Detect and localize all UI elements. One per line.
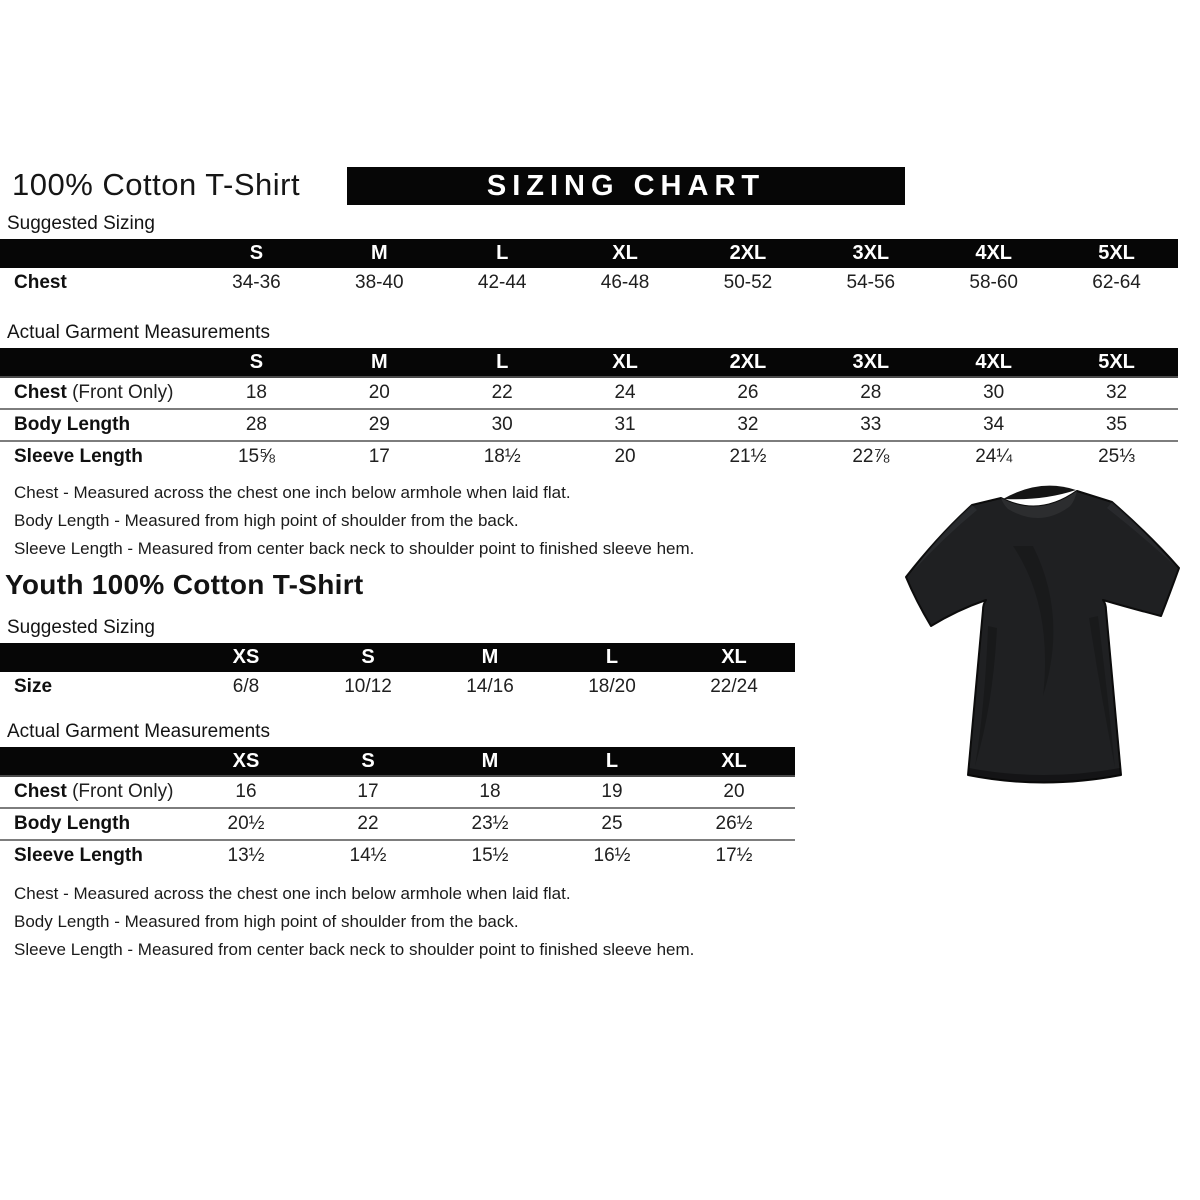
adult-actual-label: Actual Garment Measurements <box>7 322 270 343</box>
header-corner-cell <box>0 239 195 268</box>
measurement-cell: 22/24 <box>710 676 758 697</box>
row-label-text: Chest <box>14 272 67 293</box>
measurement-cell: 58-60 <box>969 272 1018 293</box>
size-header: L <box>551 643 673 672</box>
table-row <box>0 441 1178 472</box>
size-header: M <box>318 239 441 268</box>
row-label <box>0 441 195 472</box>
row-label <box>0 268 195 298</box>
measurement-cell: 62-64 <box>1092 272 1141 293</box>
row-label <box>0 840 185 871</box>
measurement-cell: 24¼ <box>975 446 1013 467</box>
size-header: M <box>318 348 441 377</box>
measurement-cell: 18 <box>245 382 267 403</box>
row-sublabel-text: (Front Only) <box>66 781 174 802</box>
measurement-cell: 29 <box>368 414 390 435</box>
adult-suggested-table <box>0 239 1178 298</box>
measurement-cell: 14/16 <box>466 676 514 697</box>
measurement-cell: 22 <box>491 382 513 403</box>
measurement-cell: 20 <box>368 382 390 403</box>
adult-suggested <box>0 239 1200 298</box>
size-header: 2XL <box>687 239 810 268</box>
measurement-cell: 17½ <box>715 845 753 866</box>
row-label-text: Chest <box>14 382 67 403</box>
measurement-cell: 17 <box>368 446 390 467</box>
size-header: L <box>551 747 673 776</box>
size-header: 5XL <box>1055 348 1178 377</box>
size-header: XS <box>185 747 307 776</box>
header-corner-cell <box>0 348 195 377</box>
measurement-cell: 18½ <box>483 446 521 467</box>
measurement-cell: 19 <box>601 781 623 802</box>
size-header: L <box>441 348 564 377</box>
size-header: S <box>307 643 429 672</box>
table-row <box>0 409 1178 441</box>
row-label <box>0 776 185 808</box>
table-row <box>0 776 795 808</box>
measurement-cell: 42-44 <box>477 272 527 293</box>
measurement-cell: 26 <box>737 382 759 403</box>
note-sleeve-length: Sleeve Length - Measured from center back neck to shoulder point to finished sleeve hem. <box>14 539 695 558</box>
page-title: 100% Cotton T-Shirt <box>12 167 301 202</box>
size-header: XL <box>564 239 687 268</box>
note-body-length: Body Length - Measured from high point of shoulder from the back. <box>14 912 519 931</box>
measurement-cell: 31 <box>614 414 636 435</box>
measurement-cell: 16 <box>235 781 257 802</box>
measurement-cell: 20½ <box>227 813 265 834</box>
note-body-length: Body Length - Measured from high point of shoulder from the back. <box>14 511 519 530</box>
measurement-cell: 14½ <box>349 845 387 866</box>
size-header: 4XL <box>932 348 1055 377</box>
header-row <box>0 165 1200 207</box>
note-sleeve-length: Sleeve Length - Measured from center back neck to shoulder point to finished sleeve hem. <box>14 940 695 959</box>
size-header: 5XL <box>1055 239 1178 268</box>
table-row <box>0 377 1178 409</box>
size-header: 2XL <box>687 348 810 377</box>
size-header: S <box>195 348 318 377</box>
table-row <box>0 840 795 871</box>
row-label <box>0 377 195 409</box>
tshirt-illustration <box>893 476 1188 818</box>
measurement-cell: 20 <box>614 446 636 467</box>
size-header: XS <box>185 643 307 672</box>
measurement-cell: 30 <box>983 382 1005 403</box>
measurement-cell: 6/8 <box>232 676 260 697</box>
row-label-text: Sleeve Length <box>14 446 143 467</box>
size-header: 3XL <box>809 239 932 268</box>
youth-suggested-label: Suggested Sizing <box>7 617 155 638</box>
measurement-cell: 23½ <box>471 813 509 834</box>
row-label <box>0 808 185 840</box>
measurement-cell: 10/12 <box>344 676 392 697</box>
measurement-cell: 30 <box>491 414 513 435</box>
size-header: S <box>195 239 318 268</box>
measurement-cell: 28 <box>245 414 267 435</box>
measurement-cell: 32 <box>1105 382 1128 403</box>
size-header: XL <box>673 643 795 672</box>
size-header: 4XL <box>932 239 1055 268</box>
measurement-cell: 38-40 <box>355 272 404 293</box>
measurement-cell: 18 <box>479 781 501 802</box>
youth-actual-table <box>0 747 795 871</box>
row-label <box>0 409 195 441</box>
measurement-cell: 22 <box>357 813 379 834</box>
size-header: L <box>441 239 564 268</box>
measurement-cell: 15⅝ <box>237 446 275 467</box>
adult-actual-table <box>0 348 1178 472</box>
measurement-cell: 26½ <box>715 813 753 834</box>
size-header: XL <box>564 348 687 377</box>
measurement-cell: 18/20 <box>588 676 636 697</box>
youth-notes <box>0 883 1200 960</box>
row-label <box>0 672 185 702</box>
measurement-cell: 20 <box>723 781 745 802</box>
measurement-cell: 21½ <box>729 446 767 467</box>
measurement-cell: 50-52 <box>723 272 773 293</box>
sizing-chart-banner: SIZING CHART <box>347 167 905 205</box>
table-row <box>0 268 1178 298</box>
youth-title: Youth 100% Cotton T-Shirt <box>5 569 364 600</box>
adult-actual <box>0 348 1200 472</box>
size-header: 3XL <box>809 348 932 377</box>
measurement-cell: 22⅞ <box>852 446 890 467</box>
note-chest: Chest - Measured across the chest one inch below armhole when laid flat. <box>14 483 571 502</box>
measurement-cell: 13½ <box>227 845 265 866</box>
measurement-cell: 17 <box>357 781 379 802</box>
measurement-cell: 34 <box>983 414 1005 435</box>
table-row <box>0 672 795 702</box>
measurement-cell: 28 <box>860 382 882 403</box>
measurement-cell: 25⅓ <box>1098 446 1136 467</box>
row-sublabel-text: (Front Only) <box>66 382 174 403</box>
youth-actual-label: Actual Garment Measurements <box>7 721 270 742</box>
measurement-cell: 25 <box>601 813 623 834</box>
measurement-cell: 24 <box>614 382 636 403</box>
size-header: M <box>429 747 551 776</box>
tshirt-photo <box>893 476 1188 818</box>
header-corner-cell <box>0 643 185 672</box>
size-header: XL <box>673 747 795 776</box>
adult-suggested-label: Suggested Sizing <box>7 213 155 234</box>
youth-suggested-table <box>0 643 795 702</box>
row-label-text: Body Length <box>14 813 131 834</box>
measurement-cell: 15½ <box>471 845 509 866</box>
size-header: M <box>429 643 551 672</box>
row-label-text: Body Length <box>14 414 131 435</box>
row-label-text: Sleeve Length <box>14 845 143 866</box>
measurement-cell: 34-36 <box>232 272 281 293</box>
measurement-cell: 32 <box>737 414 759 435</box>
row-label-text: Chest <box>14 781 67 802</box>
header-corner-cell <box>0 747 185 776</box>
measurement-cell: 54-56 <box>846 272 896 293</box>
size-header: S <box>307 747 429 776</box>
note-chest: Chest - Measured across the chest one inch below armhole when laid flat. <box>14 884 571 903</box>
measurement-cell: 16½ <box>593 845 631 866</box>
measurement-cell: 35 <box>1105 414 1128 435</box>
measurement-cell: 46-48 <box>600 272 650 293</box>
row-label-text: Size <box>14 676 53 697</box>
table-row <box>0 808 795 840</box>
measurement-cell: 33 <box>860 414 882 435</box>
